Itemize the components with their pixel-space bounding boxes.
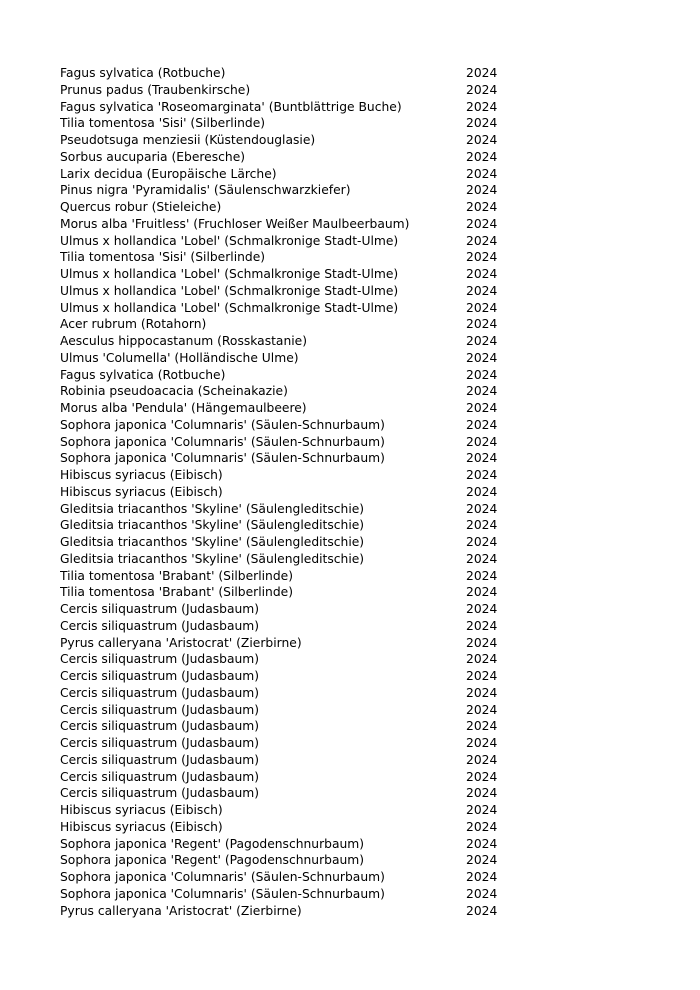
tree-name: Ulmus x hollandica 'Lobel' (Schmalkronige Stadt-Ulme) — [60, 283, 399, 298]
table-row — [60, 702, 520, 719]
table-row — [60, 182, 520, 199]
planting-year: 2024 — [466, 116, 498, 131]
table-row — [60, 283, 520, 300]
tree-name: Cercis siliquastrum (Judasbaum) — [60, 719, 260, 734]
table-row — [60, 635, 520, 652]
planting-year: 2024 — [466, 752, 498, 767]
table-row — [60, 601, 520, 618]
table-row — [60, 166, 520, 183]
tree-name: Hibiscus syriacus (Eibisch) — [60, 484, 223, 499]
tree-list — [60, 65, 520, 919]
table-row — [60, 467, 520, 484]
table-row — [60, 233, 520, 250]
tree-name: Morus alba 'Fruitless' (Fruchloser Weißer Maulbeerbaum) — [60, 216, 410, 231]
tree-name: Fagus sylvatica (Rotbuche) — [60, 367, 226, 382]
planting-year: 2024 — [466, 484, 498, 499]
planting-year: 2024 — [466, 451, 498, 466]
planting-year: 2024 — [466, 719, 498, 734]
table-row — [60, 115, 520, 132]
planting-year: 2024 — [466, 551, 498, 566]
table-row — [60, 819, 520, 836]
planting-year: 2024 — [466, 384, 498, 399]
table-row — [60, 517, 520, 534]
planting-year: 2024 — [466, 401, 498, 415]
tree-name: Tilia tomentosa 'Brabant' (Silberlinde) — [60, 568, 294, 583]
tree-name: Sophora japonica 'Regent' (Pagodenschnurbaum) — [60, 836, 365, 851]
table-row — [60, 785, 520, 802]
tree-name: Pseudotsuga menziesii (Küstendouglasie) — [60, 133, 316, 147]
tree-name: Sophora japonica 'Regent' (Pagodenschnurbaum) — [60, 853, 365, 868]
tree-name: Ulmus x hollandica 'Lobel' (Schmalkronige Stadt-Ulme) — [60, 267, 399, 281]
table-row — [60, 383, 520, 400]
planting-year: 2024 — [466, 82, 498, 97]
planting-year: 2024 — [466, 99, 498, 114]
planting-year: 2024 — [466, 870, 498, 884]
table-row — [60, 434, 520, 451]
tree-name: Ulmus x hollandica 'Lobel' (Schmalkronige Stadt-Ulme) — [60, 233, 399, 248]
tree-name: Sorbus aucuparia (Eberesche) — [60, 149, 246, 164]
tree-name: Gleditsia triacanthos 'Skyline' (Säulengleditschie) — [60, 518, 365, 533]
planting-year: 2024 — [466, 836, 498, 851]
tree-name: Tilia tomentosa 'Sisi' (Silberlinde) — [60, 116, 266, 131]
planting-year: 2024 — [466, 350, 498, 365]
planting-year: 2024 — [466, 585, 498, 600]
table-row — [60, 450, 520, 467]
table-row — [60, 249, 520, 266]
table-row — [60, 769, 520, 786]
table-row — [60, 903, 520, 920]
planting-year: 2024 — [466, 367, 498, 382]
tree-name: Pinus nigra 'Pyramidalis' (Säulenschwarzkiefer) — [60, 183, 351, 198]
table-row — [60, 82, 520, 99]
table-row — [60, 400, 520, 417]
planting-year: 2024 — [466, 685, 498, 700]
table-row — [60, 836, 520, 853]
planting-year: 2024 — [466, 183, 498, 198]
tree-name: Fagus sylvatica 'Roseomarginata' (Buntblättrige Buche) — [60, 99, 402, 114]
planting-year: 2024 — [466, 216, 498, 231]
tree-name: Cercis siliquastrum (Judasbaum) — [60, 669, 260, 683]
table-row — [60, 685, 520, 702]
table-row — [60, 752, 520, 769]
tree-name: Larix decidua (Europäische Lärche) — [60, 166, 277, 181]
planting-year: 2024 — [466, 149, 498, 164]
table-row — [60, 484, 520, 501]
planting-year: 2024 — [466, 618, 498, 633]
tree-name: Ulmus x hollandica 'Lobel' (Schmalkronige Stadt-Ulme) — [60, 300, 399, 315]
planting-year: 2024 — [466, 518, 498, 533]
tree-name: Aesculus hippocastanum (Rosskastanie) — [60, 334, 308, 348]
planting-year: 2024 — [466, 233, 498, 248]
tree-name: Tilia tomentosa 'Brabant' (Silberlinde) — [60, 585, 294, 600]
table-row — [60, 99, 520, 116]
planting-year: 2024 — [466, 769, 498, 784]
tree-name: Sophora japonica 'Columnaris' (Säulen-Schnurbaum) — [60, 417, 385, 432]
table-row — [60, 316, 520, 333]
table-row — [60, 718, 520, 735]
planting-year: 2024 — [466, 602, 498, 616]
planting-year: 2024 — [466, 635, 498, 650]
planting-year: 2024 — [466, 417, 498, 432]
planting-year: 2024 — [466, 317, 498, 332]
table-row — [60, 551, 520, 568]
tree-name: Fagus sylvatica (Rotbuche) — [60, 66, 226, 80]
table-row — [60, 65, 520, 82]
table-row — [60, 350, 520, 367]
table-row — [60, 149, 520, 166]
table-row — [60, 501, 520, 518]
table-row — [60, 216, 520, 233]
tree-name: Sophora japonica 'Columnaris' (Säulen-Schnurbaum) — [60, 870, 385, 884]
planting-year: 2024 — [466, 803, 498, 817]
table-row — [60, 869, 520, 886]
tree-name: Acer rubrum (Rotahorn) — [60, 317, 207, 332]
planting-year: 2024 — [466, 300, 498, 315]
table-row — [60, 886, 520, 903]
table-row — [60, 417, 520, 434]
tree-name: Robinia pseudoacacia (Scheinakazie) — [60, 384, 288, 399]
tree-name: Quercus robur (Stieleiche) — [60, 200, 222, 214]
tree-name: Pyrus calleryana 'Aristocrat' (Zierbirne) — [60, 903, 302, 918]
table-row — [60, 266, 520, 283]
tree-name: Cercis siliquastrum (Judasbaum) — [60, 702, 260, 717]
tree-name: Ulmus 'Columella' (Holländische Ulme) — [60, 350, 299, 365]
planting-year: 2024 — [466, 283, 498, 298]
table-row — [60, 367, 520, 384]
table-row — [60, 651, 520, 668]
tree-name: Sophora japonica 'Columnaris' (Säulen-Schnurbaum) — [60, 451, 385, 466]
tree-name: Cercis siliquastrum (Judasbaum) — [60, 752, 260, 767]
table-row — [60, 618, 520, 635]
planting-year: 2024 — [466, 568, 498, 583]
planting-year: 2024 — [466, 853, 498, 868]
planting-year: 2024 — [466, 133, 498, 147]
planting-year: 2024 — [466, 702, 498, 717]
planting-year: 2024 — [466, 267, 498, 281]
tree-name: Cercis siliquastrum (Judasbaum) — [60, 685, 260, 700]
planting-year: 2024 — [466, 200, 498, 214]
tree-name: Cercis siliquastrum (Judasbaum) — [60, 618, 260, 633]
planting-year: 2024 — [466, 903, 498, 918]
planting-year: 2024 — [466, 886, 498, 901]
planting-year: 2024 — [466, 250, 498, 265]
table-row — [60, 300, 520, 317]
tree-name: Cercis siliquastrum (Judasbaum) — [60, 769, 260, 784]
planting-year: 2024 — [466, 166, 498, 181]
table-row — [60, 668, 520, 685]
tree-name: Cercis siliquastrum (Judasbaum) — [60, 602, 260, 616]
table-row — [60, 735, 520, 752]
tree-name: Morus alba 'Pendula' (Hängemaulbeere) — [60, 401, 307, 415]
planting-year: 2024 — [466, 468, 498, 482]
tree-name: Cercis siliquastrum (Judasbaum) — [60, 736, 260, 750]
table-row — [60, 199, 520, 216]
table-row — [60, 802, 520, 819]
tree-name: Sophora japonica 'Columnaris' (Säulen-Schnurbaum) — [60, 886, 385, 901]
tree-name: Gleditsia triacanthos 'Skyline' (Säulengleditschie) — [60, 551, 365, 566]
table-row — [60, 132, 520, 149]
table-row — [60, 534, 520, 551]
planting-year: 2024 — [466, 501, 498, 516]
tree-name: Hibiscus syriacus (Eibisch) — [60, 819, 223, 834]
table-row — [60, 584, 520, 601]
table-row — [60, 568, 520, 585]
planting-year: 2024 — [466, 652, 498, 667]
tree-name: Cercis siliquastrum (Judasbaum) — [60, 652, 260, 667]
tree-name: Gleditsia triacanthos 'Skyline' (Säulengleditschie) — [60, 535, 365, 549]
table-row — [60, 852, 520, 869]
tree-name: Pyrus calleryana 'Aristocrat' (Zierbirne) — [60, 635, 302, 650]
tree-name: Tilia tomentosa 'Sisi' (Silberlinde) — [60, 250, 266, 265]
planting-year: 2024 — [466, 334, 498, 348]
planting-year: 2024 — [466, 819, 498, 834]
tree-name: Hibiscus syriacus (Eibisch) — [60, 468, 223, 482]
planting-year: 2024 — [466, 434, 498, 449]
planting-year: 2024 — [466, 669, 498, 683]
tree-name: Sophora japonica 'Columnaris' (Säulen-Schnurbaum) — [60, 434, 385, 449]
tree-name: Hibiscus syriacus (Eibisch) — [60, 803, 223, 817]
planting-year: 2024 — [466, 66, 498, 80]
planting-year: 2024 — [466, 736, 498, 750]
planting-year: 2024 — [466, 535, 498, 549]
planting-year: 2024 — [466, 786, 498, 801]
tree-name: Prunus padus (Traubenkirsche) — [60, 82, 251, 97]
tree-name: Gleditsia triacanthos 'Skyline' (Säulengleditschie) — [60, 501, 365, 516]
tree-name: Cercis siliquastrum (Judasbaum) — [60, 786, 260, 801]
table-row — [60, 333, 520, 350]
